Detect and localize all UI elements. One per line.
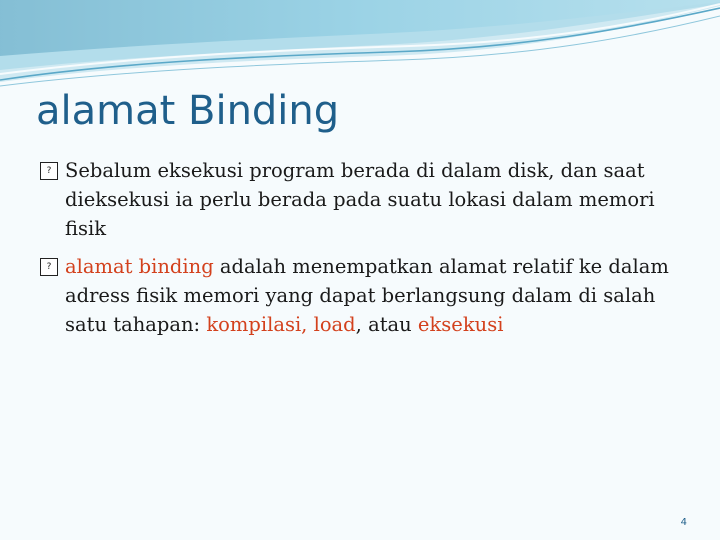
slide-title: alamat Binding [36,88,340,134]
bullet-text: adalah menempatkan alamat relatif ke dalam adress fisik memori yang dapat berlangsung dalam di salah satu tahapan: [65,255,669,336]
missing-glyph-bullet-icon: ? [40,162,58,180]
bullet-item [40,252,690,339]
highlighted-term: eksekusi [417,313,504,336]
bullet-text: , atau [355,313,418,336]
bullet-text: Sebalum eksekusi program berada di dalam disk, dan saat dieksekusi ia perlu berada pada suatu lokasi dalam memori fisik [65,159,655,240]
missing-glyph-bullet-icon: ? [40,258,58,276]
header-wave-decoration [0,0,720,95]
bullet-list [40,156,690,348]
page-number: 4 [680,517,687,528]
bullet-item [40,156,690,243]
highlighted-term: kompilasi, load [206,313,356,336]
highlighted-term: alamat binding [65,255,214,278]
